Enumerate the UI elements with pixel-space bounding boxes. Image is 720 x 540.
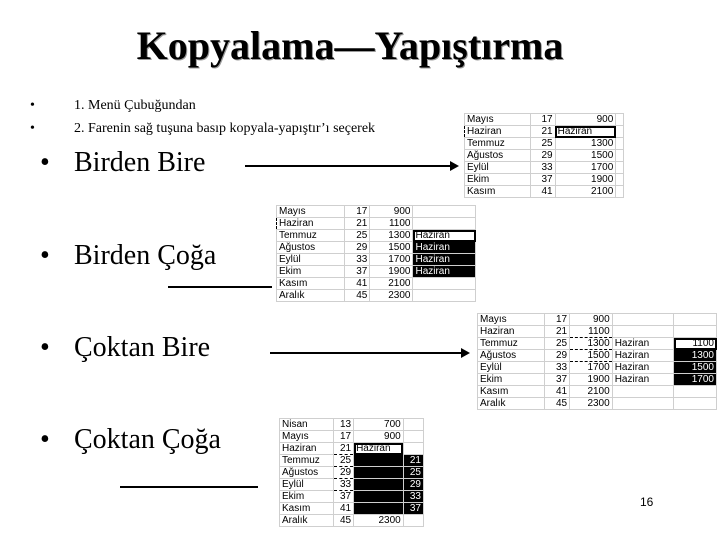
cell [616, 114, 624, 126]
table-row [478, 374, 717, 386]
cell: 1500 [370, 242, 413, 254]
cell [616, 150, 624, 162]
spreadsheet-coktan-bire [477, 313, 717, 410]
cell: Mayıs [465, 114, 531, 126]
table-row [465, 150, 624, 162]
cell: Temmuz [465, 138, 531, 150]
cell [413, 278, 476, 290]
cell: Eylül [478, 362, 545, 374]
cell: 2300 [370, 290, 413, 302]
cell: 17 [344, 206, 370, 218]
cell: 41 [544, 386, 569, 398]
table-row [465, 138, 624, 150]
cell: 41 [344, 278, 370, 290]
cell [674, 326, 717, 338]
cell: 1100 [370, 218, 413, 230]
pasted-cell [354, 491, 404, 503]
cell: Eylül [280, 479, 334, 491]
cell: 900 [570, 314, 613, 326]
cell: Temmuz [277, 230, 345, 242]
bullet-glyph: • [40, 147, 50, 178]
cell: 45 [333, 515, 353, 527]
table-row [277, 242, 476, 254]
table-row [277, 290, 476, 302]
pasted-cell: 1300 [674, 350, 717, 362]
cell [616, 174, 624, 186]
copied-cell: 1300 [570, 338, 613, 350]
cell [674, 398, 717, 410]
table-row [280, 479, 424, 491]
copied-cell: 1100 [570, 326, 613, 338]
cell [674, 314, 717, 326]
bullet-glyph: • [40, 240, 50, 271]
cell: Ağustos [280, 467, 334, 479]
copied-cell: 25 [333, 455, 353, 467]
cell [413, 290, 476, 302]
pasted-cell: Haziran [555, 126, 616, 138]
copied-cell: 33 [333, 479, 353, 491]
cell: Ağustos [277, 242, 345, 254]
copied-cell: 1500 [570, 350, 613, 362]
cell: 41 [530, 186, 555, 198]
pasted-cell: 1700 [674, 374, 717, 386]
bullet-coktan-coga [40, 424, 221, 456]
underline-arrow-4 [120, 486, 258, 488]
bullet-label: Çoktan Çoğa [74, 424, 221, 455]
pasted-cell: 25 [403, 467, 423, 479]
cell: 2300 [354, 515, 404, 527]
cell: Aralık [478, 398, 545, 410]
cell [616, 186, 624, 198]
cell: 21 [344, 218, 370, 230]
bullet-label: Birden Bire [74, 147, 206, 178]
cell: Mayıs [277, 206, 345, 218]
cell [413, 218, 476, 230]
copied-cell: 29 [333, 467, 353, 479]
cell: 1500 [555, 150, 616, 162]
cell: Ekim [277, 266, 345, 278]
cell: 37 [544, 374, 569, 386]
cell: 25 [530, 138, 555, 150]
pasted-cell: Haziran [354, 443, 404, 455]
cell [616, 126, 624, 138]
cell: 2100 [555, 186, 616, 198]
bullet-coktan-bire [40, 332, 210, 364]
method-item [30, 117, 375, 140]
cell: 33 [544, 362, 569, 374]
table-row [277, 278, 476, 290]
cell: Haziran [478, 326, 545, 338]
table-row [478, 386, 717, 398]
cell: Ağustos [465, 150, 531, 162]
cell: Haziran [612, 338, 674, 350]
underline-arrow-2 [168, 286, 272, 288]
cell: Eylül [277, 254, 345, 266]
cell: 41 [333, 503, 353, 515]
cell: 17 [530, 114, 555, 126]
bullet-glyph: • [40, 424, 50, 455]
table-row [465, 114, 624, 126]
table-row [280, 443, 424, 455]
cell: 1700 [555, 162, 616, 174]
table-row [465, 174, 624, 186]
arrow-to-sheet-1 [245, 165, 457, 167]
table-row [280, 419, 424, 431]
pasted-cell: Haziran [413, 242, 476, 254]
copied-cell: Haziran [277, 218, 345, 230]
cell [403, 443, 423, 455]
cell: 2300 [570, 398, 613, 410]
table-row [465, 162, 624, 174]
table-row [478, 326, 717, 338]
spreadsheet-coktan-coga [279, 418, 424, 527]
cell: 13 [333, 419, 353, 431]
pasted-cell [354, 503, 404, 515]
cell: 700 [354, 419, 404, 431]
cell: Mayıs [478, 314, 545, 326]
pasted-cell [354, 467, 404, 479]
table-row [478, 362, 717, 374]
cell: 1900 [555, 174, 616, 186]
cell: 900 [555, 114, 616, 126]
table-row [277, 218, 476, 230]
cell [674, 386, 717, 398]
pasted-cell: 29 [403, 479, 423, 491]
cell: Aralık [280, 515, 334, 527]
cell [403, 515, 423, 527]
cell: 37 [344, 266, 370, 278]
cell: 1900 [570, 374, 613, 386]
cell [403, 431, 423, 443]
bullet-label: Çoktan Bire [74, 332, 211, 363]
bullet-label: Birden Çoğa [74, 240, 217, 271]
cell [413, 206, 476, 218]
arrow-to-sheet-3 [270, 352, 468, 354]
cell: 1300 [370, 230, 413, 242]
cell: Ekim [478, 374, 545, 386]
table-row [277, 206, 476, 218]
copied-cell: 1700 [570, 362, 613, 374]
table-row [478, 350, 717, 362]
cell: Mayıs [280, 431, 334, 443]
cell: Ekim [280, 491, 334, 503]
table-row [280, 491, 424, 503]
method-text: 1. Menü Çubuğundan [74, 98, 196, 113]
pasted-cell: 1100 [674, 338, 717, 350]
cell: Kasım [280, 503, 334, 515]
cell: Eylül [465, 162, 531, 174]
cell: Nisan [280, 419, 334, 431]
pasted-cell: 1500 [674, 362, 717, 374]
table-row [478, 314, 717, 326]
copied-cell: Haziran [465, 126, 531, 138]
cell [616, 162, 624, 174]
pasted-cell: 37 [403, 503, 423, 515]
method-text: 2. Farenin sağ tuşuna basıp kopyala-yapıştır’ı seçerek [74, 121, 376, 136]
cell: 17 [333, 431, 353, 443]
cell: 37 [530, 174, 555, 186]
cell: 1300 [555, 138, 616, 150]
method-list [30, 94, 375, 140]
cell: 33 [530, 162, 555, 174]
cell: 900 [370, 206, 413, 218]
table-row [280, 467, 424, 479]
cell [403, 419, 423, 431]
pasted-cell: 21 [403, 455, 423, 467]
method-item [30, 94, 375, 117]
pasted-cell: Haziran [413, 266, 476, 278]
cell: Temmuz [478, 338, 545, 350]
cell: Kasım [478, 386, 545, 398]
bullet-glyph: • [40, 332, 50, 363]
cell: 25 [544, 338, 569, 350]
cell [612, 314, 674, 326]
pasted-cell [354, 479, 404, 491]
cell: 29 [530, 150, 555, 162]
spreadsheet-birden-bire [464, 113, 624, 198]
cell: 2100 [370, 278, 413, 290]
pasted-cell: Haziran [413, 254, 476, 266]
cell: 33 [344, 254, 370, 266]
table-row [478, 398, 717, 410]
table-row [280, 503, 424, 515]
bullet-birden-bire [40, 147, 205, 179]
table-row [280, 455, 424, 467]
cell: Haziran [612, 350, 674, 362]
cell: 900 [354, 431, 404, 443]
pasted-cell: 33 [403, 491, 423, 503]
cell: Ekim [465, 174, 531, 186]
table-row [465, 126, 624, 138]
cell: Haziran [612, 362, 674, 374]
cell [612, 386, 674, 398]
cell: 1900 [370, 266, 413, 278]
table-row [277, 266, 476, 278]
page-number: 16 [640, 495, 654, 509]
table-row [280, 515, 424, 527]
copied-cell: 37 [333, 491, 353, 503]
cell: Haziran [612, 374, 674, 386]
cell: 17 [544, 314, 569, 326]
table-row [277, 254, 476, 266]
slide-title: Kopyalama—Yapıştırma [136, 23, 564, 68]
table-row [465, 186, 624, 198]
pasted-cell: Haziran [413, 230, 476, 242]
cell: 29 [344, 242, 370, 254]
cell: 45 [544, 398, 569, 410]
table-row [280, 431, 424, 443]
cell [616, 138, 624, 150]
bullet-birden-coga [40, 240, 216, 272]
cell: Aralık [277, 290, 345, 302]
bullet-glyph: • [30, 121, 35, 136]
cell: 21 [530, 126, 555, 138]
cell: 1700 [370, 254, 413, 266]
cell: 45 [344, 290, 370, 302]
cell: Ağustos [478, 350, 545, 362]
cell: 2100 [570, 386, 613, 398]
cell: Kasım [277, 278, 345, 290]
table-row [277, 230, 476, 242]
table-row [478, 338, 717, 350]
cell: 21 [544, 326, 569, 338]
copied-cell: 21 [333, 443, 353, 455]
cell: 25 [344, 230, 370, 242]
cell: Kasım [465, 186, 531, 198]
cell: Haziran [280, 443, 334, 455]
cell: 29 [544, 350, 569, 362]
bullet-glyph: • [30, 98, 35, 113]
cell: Temmuz [280, 455, 334, 467]
cell [612, 398, 674, 410]
pasted-cell [354, 455, 404, 467]
cell [612, 326, 674, 338]
spreadsheet-birden-coga [276, 205, 476, 302]
